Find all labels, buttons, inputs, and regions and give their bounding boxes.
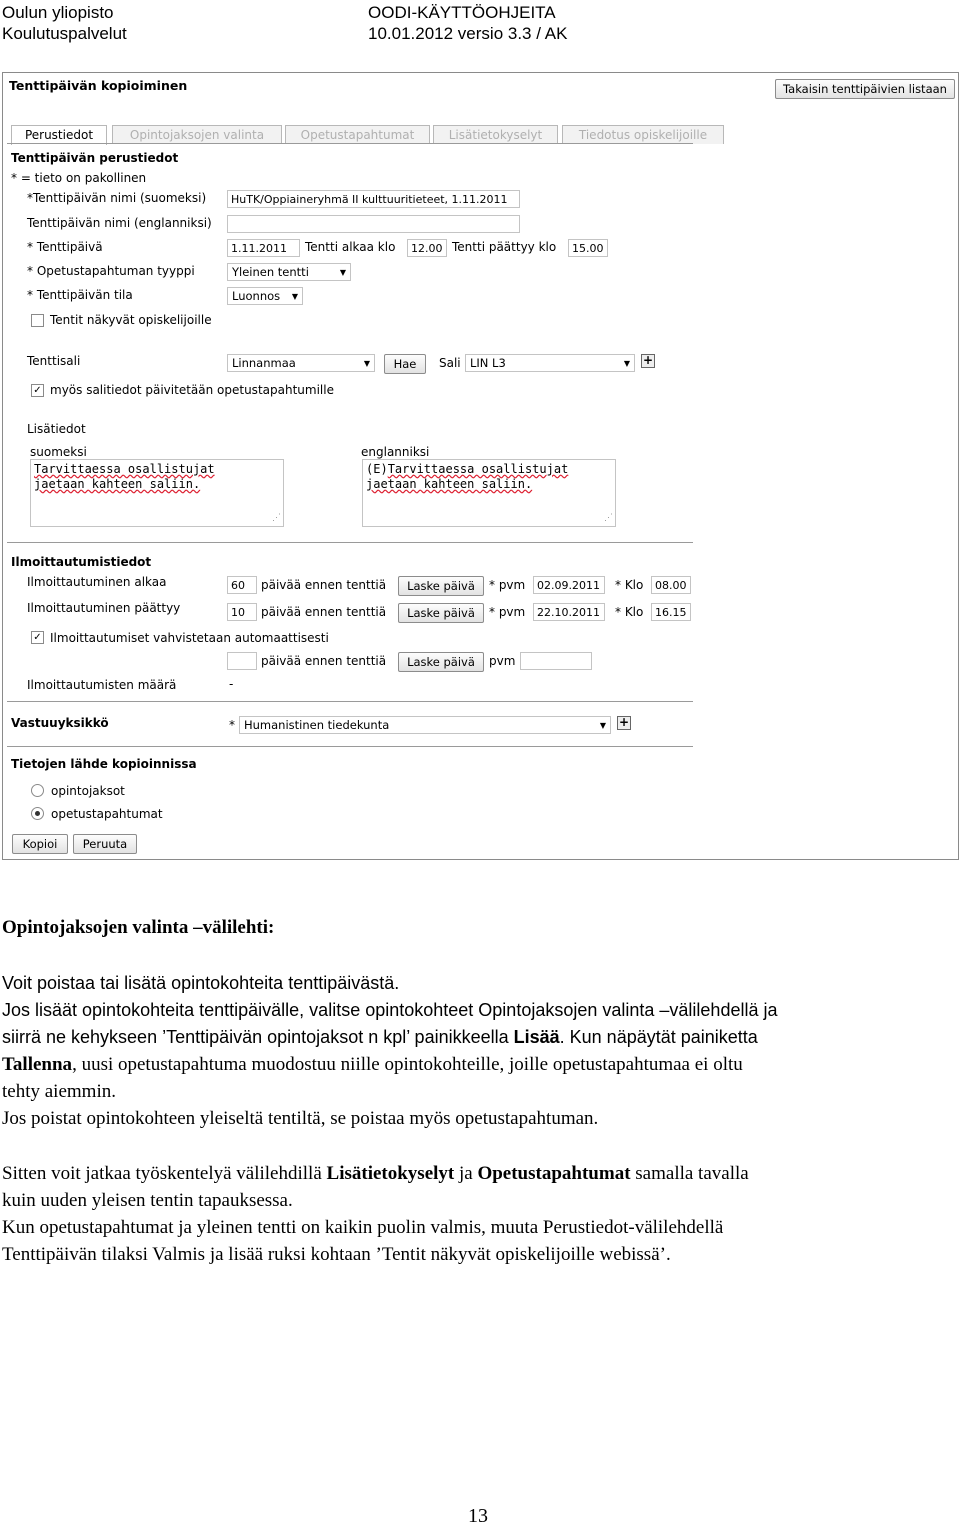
embedded-screenshot: [2, 72, 959, 860]
reg-end-days-before: päivää ennen tenttiä: [261, 605, 387, 619]
visible-label: Tentit näkyvät opiskelijoille: [50, 313, 212, 327]
body-line-6: Jos poistat opintokohteen yleiseltä tentiltä, se poistaa myös opetustapahtuman.: [2, 1108, 599, 1129]
source-opintojaksot-label: opintojaksot: [51, 784, 125, 798]
body-line-7-lisatietokyselyt: Lisätietokyselyt: [326, 1163, 455, 1184]
screen-title: Tenttipäivän kopioiminen: [9, 78, 188, 93]
info-en-label: englanniksi: [361, 445, 430, 459]
resize-grip-icon[interactable]: ⋰: [272, 513, 281, 523]
body-line-1: Voit poistaa tai lisätä opintokohteita tenttipäivästä.: [2, 973, 400, 993]
body-line-2: Jos lisäät opintokohteita tenttipäivälle, valitse opintokohteet Opintojaksojen valinta –välilehdellä ja: [2, 1000, 778, 1020]
name-en-input[interactable]: [227, 215, 520, 233]
campus-select[interactable]: [227, 354, 375, 372]
body-line-4b: , uusi opetustapahtuma muodostuu niille opintokohteille, joille opetustapahtumaa ei oltu: [72, 1054, 743, 1075]
info-label: Lisätiedot: [27, 422, 86, 436]
required-note: * = tieto on pakollinen: [11, 171, 147, 185]
body-line-3-lisaa: Lisää: [513, 1027, 560, 1047]
hae-button[interactable]: Hae: [384, 354, 426, 374]
info-en-prefix: (E): [366, 462, 388, 476]
end-time-label: Tentti päättyy klo: [452, 240, 557, 254]
room-select[interactable]: [465, 354, 635, 372]
auto-confirm-date-input[interactable]: [520, 652, 592, 670]
info-fi-textarea[interactable]: [30, 459, 284, 527]
info-en-line2: jaetaan kahteen saliin.: [366, 477, 533, 491]
info-fi-line2: jaetaan kahteen saliin.: [34, 477, 201, 491]
dropdown-arrow-icon: ▼: [363, 359, 370, 368]
update-hall-label: myös salitiedot päivitetään opetustapahtumille: [50, 383, 334, 397]
room-select-value: LIN L3: [470, 356, 506, 370]
body-line-9: Kun opetustapahtumat ja yleinen tentti on kaikin puolin valmis, muuta Perustiedot-välilehdellä: [2, 1217, 724, 1238]
info-en-textarea[interactable]: [362, 459, 616, 527]
tab-tiedotus-opiskelijoille[interactable]: Tiedotus opiskelijoille: [562, 125, 724, 144]
type-label: * Opetustapahtuman tyyppi: [27, 264, 195, 278]
body-line-8: kuin uuden yleisen tentin tapauksessa.: [2, 1190, 293, 1211]
reg-end-time-input[interactable]: 16.15: [651, 603, 691, 621]
date-input[interactable]: 1.11.2011: [227, 239, 300, 257]
reg-count-value: -: [229, 677, 234, 691]
tab-perustiedot[interactable]: Perustiedot: [11, 125, 107, 145]
info-en-line1: Tarvittaessa osallistujat: [387, 462, 569, 476]
reg-count-label: Ilmoittautumisten määrä: [27, 678, 177, 692]
section-heading: Opintojaksojen valinta –välilehti:: [2, 917, 275, 938]
reg-end-days-input[interactable]: 10: [227, 603, 257, 621]
body-line-5: tehty aiemmin.: [2, 1081, 116, 1102]
end-time-input[interactable]: 15.00: [568, 239, 608, 257]
type-select[interactable]: [227, 263, 351, 281]
body-line-4-tallenna: Tallenna: [2, 1054, 73, 1075]
tab-opintojaksojen-valinta[interactable]: Opintojaksojen valinta: [112, 125, 282, 144]
auto-confirm-pvm-label: pvm: [489, 654, 516, 668]
copy-button[interactable]: Kopioi: [12, 834, 68, 854]
auto-confirm-days-input[interactable]: [227, 652, 257, 670]
reg-start-klo-label: * Klo: [615, 578, 644, 592]
state-select[interactable]: [227, 287, 303, 305]
dropdown-arrow-icon: ▼: [623, 359, 630, 368]
auto-confirm-days-before: päivää ennen tenttiä: [261, 654, 387, 668]
back-to-list-button[interactable]: Takaisin tenttipäivien listaan: [775, 79, 955, 99]
header-unit: Koulutuspalvelut: [2, 24, 127, 43]
calc-confirm-day-button[interactable]: Laske päivä: [398, 652, 484, 672]
type-select-value: Yleinen tentti: [232, 265, 309, 279]
room-label: Sali: [439, 356, 461, 370]
info-fi-label: suomeksi: [30, 445, 87, 459]
start-time-input[interactable]: 12.00: [407, 239, 447, 257]
dropdown-arrow-icon: ▼: [599, 721, 606, 730]
body-line-3a: siirrä ne kehykseen ’Tenttipäivän opintojaksot n kpl’ painikkeella: [2, 1027, 514, 1047]
reg-end-klo-label: * Klo: [615, 605, 644, 619]
body-line-7-opetustapahtumat: Opetustapahtumat: [477, 1163, 631, 1184]
responsibility-heading: Vastuuyksikkö: [11, 716, 109, 730]
reg-start-time-input[interactable]: 08.00: [651, 576, 691, 594]
add-unit-plus-icon[interactable]: +: [618, 715, 630, 729]
body-line-7e: samalla tavalla: [630, 1163, 749, 1184]
responsibility-select-value: Humanistinen tiedekunta: [244, 718, 390, 732]
add-room-plus-icon[interactable]: +: [642, 353, 654, 367]
section-divider: [7, 746, 693, 747]
section-divider: [7, 701, 693, 702]
body-line-3: [2, 1024, 758, 1051]
tab-opetustapahtumat[interactable]: Opetustapahtumat: [285, 125, 430, 144]
calc-end-day-button[interactable]: Laske päivä: [398, 603, 484, 623]
section-divider: [7, 542, 693, 543]
tab-lisatietokyselyt[interactable]: Lisätietokyselyt: [433, 125, 558, 144]
auto-confirm-label: Ilmoittautumiset vahvistetaan automaattisesti: [50, 631, 329, 645]
calc-start-day-button[interactable]: Laske päivä: [398, 576, 484, 596]
tab-divider: [7, 143, 693, 144]
state-label: * Tenttipäivän tila: [27, 288, 133, 302]
reg-start-date-input[interactable]: 02.09.2011: [533, 576, 605, 594]
responsibility-select[interactable]: [239, 716, 611, 734]
body-line-7c: ja: [454, 1163, 478, 1184]
name-en-label: Tenttipäivän nimi (englanniksi): [27, 216, 212, 230]
reg-start-days-before: päivää ennen tenttiä: [261, 578, 387, 592]
body-line-10: Tenttipäivän tilaksi Valmis ja lisää ruksi kohtaan ’Tentit näkyvät opiskelijoille webissä’.: [2, 1244, 671, 1265]
name-fi-input[interactable]: HuTK/Oppiaineryhmä II kulttuuritieteet, 1.11.2011: [227, 190, 520, 208]
reg-end-pvm-label: * pvm: [489, 605, 526, 619]
registration-heading: Ilmoittautumistiedot: [11, 555, 152, 569]
info-fi-line1: Tarvittaessa osallistujat: [34, 462, 215, 476]
body-line-7a: Sitten voit jatkaa työskentelyä välilehdillä: [2, 1163, 327, 1184]
visible-checkbox[interactable]: [31, 314, 44, 327]
source-opintojaksot-radio[interactable]: [31, 784, 44, 797]
header-doc-title: OODI-KÄYTTÖOHJEITA: [368, 3, 556, 22]
reg-end-label: Ilmoittautuminen päättyy: [27, 601, 181, 615]
header-org: Oulun yliopisto: [2, 3, 114, 22]
cancel-button[interactable]: Peruuta: [73, 834, 137, 854]
date-label: * Tenttipäivä: [27, 240, 103, 254]
source-opetustapahtumat-label: opetustapahtumat: [51, 807, 163, 821]
resize-grip-icon[interactable]: ⋰: [604, 513, 613, 523]
reg-start-label: Ilmoittautuminen alkaa: [27, 575, 167, 589]
source-heading: Tietojen lähde kopioinnissa: [11, 757, 197, 771]
source-opetustapahtumat-radio[interactable]: [31, 807, 44, 820]
hall-label: Tenttisali: [27, 354, 81, 368]
header-doc-version: 10.01.2012 versio 3.3 / AK: [368, 24, 568, 43]
state-select-value: Luonnos: [232, 289, 281, 303]
auto-confirm-checkbox[interactable]: ✓: [31, 631, 44, 644]
start-time-label: Tentti alkaa klo: [305, 240, 396, 254]
dropdown-arrow-icon: ▼: [339, 268, 346, 277]
update-hall-checkbox[interactable]: ✓: [31, 384, 44, 397]
campus-select-value: Linnanmaa: [232, 356, 296, 370]
basic-heading: Tenttipäivän perustiedot: [11, 151, 179, 165]
body-line-4: [2, 1051, 743, 1078]
name-fi-label: *Tenttipäivän nimi (suomeksi): [27, 191, 207, 205]
reg-start-days-input[interactable]: 60: [227, 576, 257, 594]
responsibility-required: *: [229, 718, 235, 732]
page-number: 13: [468, 1505, 488, 1527]
body-line-3c: . Kun näpäytät painiketta: [559, 1027, 758, 1047]
dropdown-arrow-icon: ▼: [291, 292, 298, 301]
reg-end-date-input[interactable]: 22.10.2011: [533, 603, 605, 621]
body-line-7: [2, 1160, 749, 1187]
reg-start-pvm-label: * pvm: [489, 578, 526, 592]
